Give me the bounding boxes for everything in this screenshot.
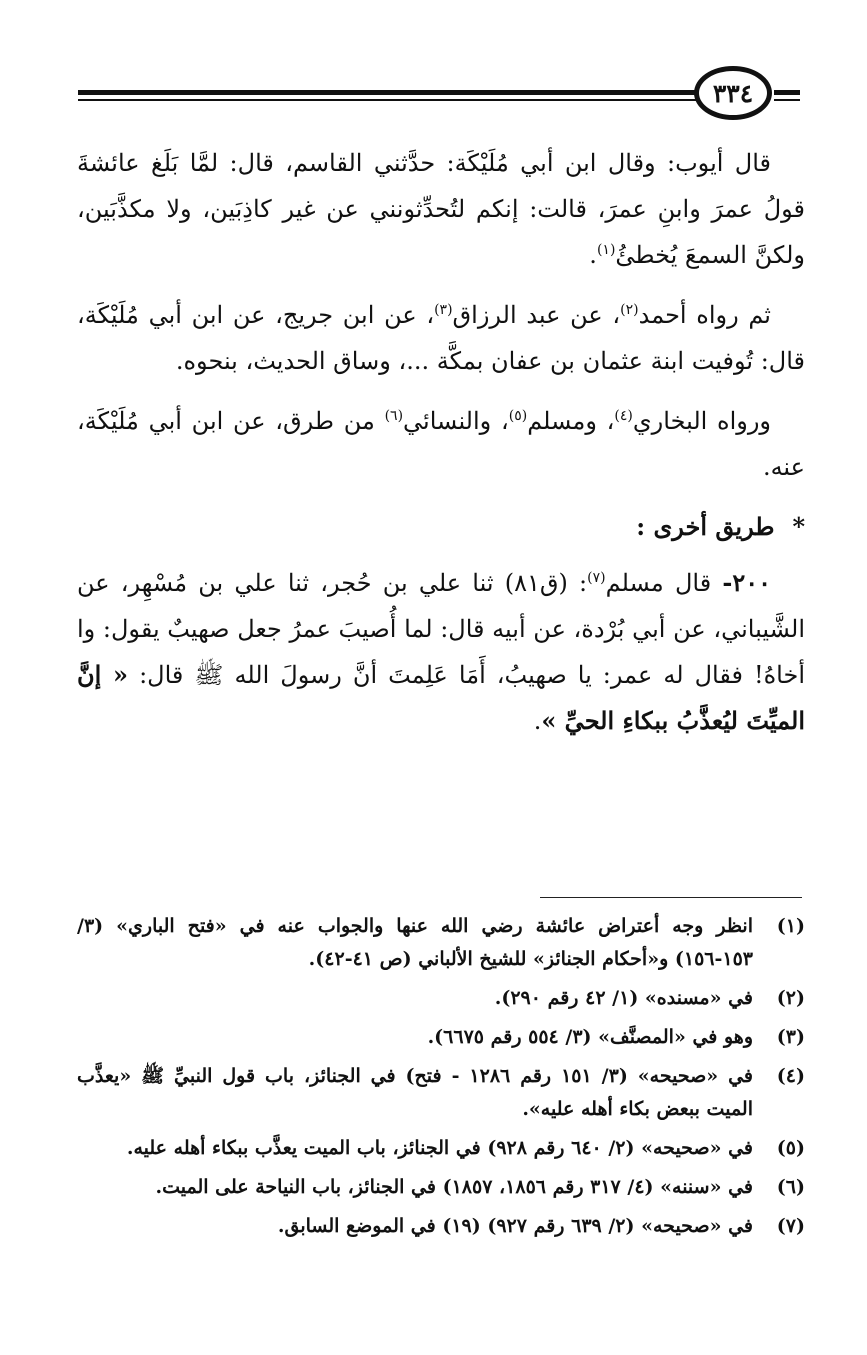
paragraph-text: ، عن عبد الرزاق [452, 301, 621, 329]
hadith-intro: قال مسلم [605, 569, 723, 597]
footnote [77, 1171, 805, 1204]
footnotes [77, 910, 805, 1249]
header-rule-right-thick [774, 90, 800, 95]
footnote-number: (١) [776, 915, 805, 937]
footnote [77, 982, 805, 1015]
hadith-quote: « إنَّ الميِّتَ ليُعذَّبُ ببكاءِ الحيِّ » [77, 660, 805, 735]
footnote-ref: (٤) [614, 408, 633, 424]
header-rule-thin [78, 99, 698, 101]
asterisk-icon: * [792, 512, 805, 541]
paragraph-text: . [589, 241, 597, 269]
footnote-number: (٦) [776, 1176, 805, 1198]
footnote-number: (٤) [776, 1065, 805, 1087]
footnote-number: (٣) [776, 1026, 805, 1048]
footnote [77, 1210, 805, 1243]
footnote [77, 910, 805, 976]
footnote-ref: (٧) [587, 570, 606, 586]
paragraph [77, 398, 805, 490]
paragraph-text: ، والنسائي [403, 407, 509, 435]
hadith-end: . [533, 707, 542, 735]
footnote [77, 1060, 805, 1126]
hadith-text: ثنا علي بن حُجر، ثنا علي بن مُسْهِر، عن الشَّيباني، عن أبي بُرْدة، عن أبيه قال: لما أُصيبَ عمرُ جعل صهيبٌ يقول: وا أخاهُ! فقال له عمر: يا صهيبُ، أَمَا عَلِمتَ أنَّ رسولَ الله ﷺ قال: [77, 569, 806, 689]
footnote [77, 1021, 805, 1054]
page-number: ٣٣٤ [694, 66, 772, 120]
footnote-text: في «مسنده» (١/ ٤٢ رقم ٢٩٠). [494, 987, 753, 1009]
footnote-text: في «صحيحه» (٢/ ٦٤٠ رقم ٩٢٨) في الجنائز، باب الميت يعذَّب ببكاء أهله عليه. [126, 1137, 753, 1159]
footnote-text: في «صحيحه» (٢/ ٦٣٩ رقم ٩٢٧) (١٩) في الموضع السابق. [277, 1215, 753, 1237]
paragraph [77, 292, 805, 384]
footnote-text: وهو في «المصنَّف» (٣/ ٥٥٤ رقم ٦٦٧٥). [427, 1026, 753, 1048]
footnote-ref: (٥) [508, 408, 528, 424]
footnote-ref: (٢) [620, 302, 639, 318]
paragraph-text: قال أيوب: وقال ابن أبي مُلَيْكَة: حدَّثني القاسم، قال: لمَّا بَلَغ عائشةَ قولُ عمرَ وابنِ عمرَ، قالت: إنكم لتُحدِّثونني عن غير كاذِبَين، ولا مكذَّبَين، ولكنَّ السمعَ يُخطئُ [77, 149, 805, 269]
paragraph-text: من طرق، عن ابن أبي مُلَيْكَة، عنه. [77, 407, 805, 481]
page-header [78, 66, 800, 126]
footnote-number: (٢) [776, 987, 805, 1009]
footnote-text: في «صحيحه» (٣/ ١٥١ رقم ١٢٨٦ - فتح) في الجنائز، باب قول النبيِّ ﷺ «يعذَّب الميت ببعض بكاء أهله عليه». [77, 1065, 753, 1120]
hadith-paragraph [77, 560, 805, 744]
paragraph-text: ثم رواه أحمد [638, 301, 771, 329]
footnote-number: (٥) [776, 1137, 805, 1159]
header-rule-right-thin [774, 99, 800, 101]
footnote [77, 1132, 805, 1165]
paragraph-text: ورواه البخاري [632, 407, 772, 435]
header-rule-thick [78, 90, 698, 95]
footnote-number: (٧) [776, 1215, 805, 1237]
section-heading-text: طريق أخرى : [636, 512, 775, 541]
hadith-number: ٢٠٠- [722, 568, 771, 597]
footnote-ref: (٦) [384, 408, 404, 424]
footnote-ref: (١) [596, 242, 616, 258]
hadith-folio: : (ق٨١) [493, 569, 588, 597]
section-heading [77, 504, 805, 550]
paragraph [77, 140, 805, 278]
footnote-ref: (٣) [434, 302, 453, 318]
footnote-text: في «سننه» (٤/ ٣١٧ رقم ١٨٥٦، ١٨٥٧) في الجنائز، باب النياحة على الميت. [155, 1176, 753, 1198]
footnote-text: انظر وجه أعتراض عائشة رضي الله عنها والجواب عنه في «فتح الباري» (٣/ ١٥٣-١٥٦) و«أحكام الجنائز» للشيخ الألباني (ص ٤١-٤٢). [77, 915, 753, 970]
main-text [77, 140, 805, 758]
paragraph-text: ، ومسلم [527, 407, 615, 435]
paragraph-text: ، عن ابن جريج، عن ابن أبي مُلَيْكَة، قال: تُوفيت ابنة عثمان بن عفان بمكَّة ...، وساق الحديث، بنحوه. [77, 301, 805, 375]
footnote-separator [540, 897, 802, 898]
